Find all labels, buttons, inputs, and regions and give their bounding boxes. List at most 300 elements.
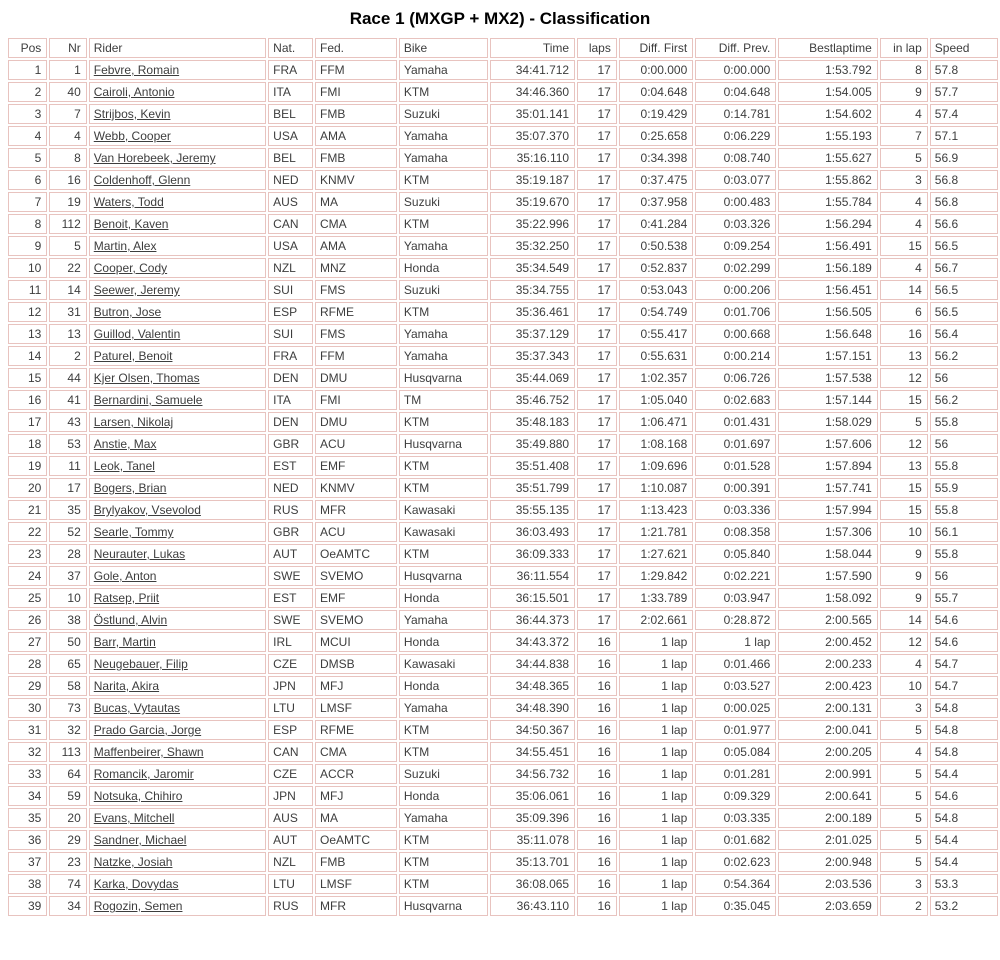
rider-link[interactable]: Narita, Akira bbox=[93, 679, 160, 693]
rider-link[interactable]: Searle, Tommy bbox=[93, 525, 174, 539]
cell-laps: 17 bbox=[577, 434, 617, 454]
cell-time: 35:51.408 bbox=[490, 456, 575, 476]
cell-bestlaptime: 1:56.491 bbox=[778, 236, 878, 256]
cell-fed: ACU bbox=[315, 434, 397, 454]
cell-diff_prev: 0:06.726 bbox=[695, 368, 776, 388]
cell-time: 34:55.451 bbox=[490, 742, 575, 762]
cell-time: 35:46.752 bbox=[490, 390, 575, 410]
rider-link[interactable]: Cooper, Cody bbox=[93, 261, 168, 275]
cell-speed: 55.9 bbox=[930, 478, 998, 498]
cell-laps: 17 bbox=[577, 368, 617, 388]
cell-rider bbox=[89, 852, 266, 872]
cell-diff_first: 1:02.357 bbox=[619, 368, 693, 388]
cell-laps: 17 bbox=[577, 588, 617, 608]
cell-nr: 29 bbox=[49, 830, 86, 850]
cell-bike: Honda bbox=[399, 258, 488, 278]
cell-time: 35:34.549 bbox=[490, 258, 575, 278]
cell-bike: Husqvarna bbox=[399, 566, 488, 586]
cell-bestlaptime: 1:58.044 bbox=[778, 544, 878, 564]
cell-time: 35:19.187 bbox=[490, 170, 575, 190]
cell-laps: 17 bbox=[577, 258, 617, 278]
cell-diff_first: 1 lap bbox=[619, 720, 693, 740]
cell-in_lap: 10 bbox=[880, 522, 928, 542]
cell-nat: ITA bbox=[268, 390, 313, 410]
cell-in_lap: 6 bbox=[880, 302, 928, 322]
cell-diff_prev: 0:00.214 bbox=[695, 346, 776, 366]
cell-nr: 10 bbox=[49, 588, 86, 608]
table-row bbox=[8, 654, 998, 674]
cell-laps: 17 bbox=[577, 60, 617, 80]
table-row bbox=[8, 852, 998, 872]
cell-time: 35:09.396 bbox=[490, 808, 575, 828]
cell-diff_first: 0:37.958 bbox=[619, 192, 693, 212]
cell-rider bbox=[89, 764, 266, 784]
rider-link[interactable]: Martin, Alex bbox=[93, 239, 157, 253]
cell-diff_first: 0:25.658 bbox=[619, 126, 693, 146]
cell-in_lap: 9 bbox=[880, 82, 928, 102]
cell-speed: 53.2 bbox=[930, 896, 998, 916]
cell-bestlaptime: 1:55.862 bbox=[778, 170, 878, 190]
cell-diff_first: 0:34.398 bbox=[619, 148, 693, 168]
cell-in_lap: 16 bbox=[880, 324, 928, 344]
cell-speed: 57.1 bbox=[930, 126, 998, 146]
cell-bike: Suzuki bbox=[399, 280, 488, 300]
rider-link[interactable]: Guillod, Valentin bbox=[93, 327, 181, 341]
cell-nr: 59 bbox=[49, 786, 86, 806]
cell-speed: 56.9 bbox=[930, 148, 998, 168]
cell-nr: 35 bbox=[49, 500, 86, 520]
cell-bike: TM bbox=[399, 390, 488, 410]
cell-fed: MA bbox=[315, 808, 397, 828]
cell-bike: Yamaha bbox=[399, 610, 488, 630]
cell-laps: 16 bbox=[577, 764, 617, 784]
cell-in_lap: 5 bbox=[880, 148, 928, 168]
rider-link[interactable]: Evans, Mitchell bbox=[93, 811, 175, 825]
rider-link[interactable]: Van Horebeek, Jeremy bbox=[93, 151, 216, 165]
cell-nat: FRA bbox=[268, 60, 313, 80]
cell-time: 36:03.493 bbox=[490, 522, 575, 542]
cell-rider bbox=[89, 82, 266, 102]
rider-link[interactable]: Anstie, Max bbox=[93, 437, 157, 451]
rider-link[interactable]: Webb, Cooper bbox=[93, 129, 171, 143]
cell-time: 35:07.370 bbox=[490, 126, 575, 146]
cell-bestlaptime: 1:58.092 bbox=[778, 588, 878, 608]
cell-nr: 13 bbox=[49, 324, 86, 344]
table-row bbox=[8, 280, 998, 300]
rider-link[interactable]: Paturel, Benoit bbox=[93, 349, 173, 363]
rider-link[interactable]: Coldenhoff, Glenn bbox=[93, 173, 191, 187]
header-diff_prev: Diff. Prev. bbox=[695, 38, 776, 58]
rider-link[interactable]: Bogers, Brian bbox=[93, 481, 167, 495]
cell-in_lap: 15 bbox=[880, 390, 928, 410]
cell-fed: MFR bbox=[315, 500, 397, 520]
cell-bestlaptime: 1:57.306 bbox=[778, 522, 878, 542]
cell-speed: 54.4 bbox=[930, 830, 998, 850]
cell-laps: 17 bbox=[577, 456, 617, 476]
cell-rider bbox=[89, 324, 266, 344]
cell-laps: 16 bbox=[577, 720, 617, 740]
rider-link[interactable]: Waters, Todd bbox=[93, 195, 164, 209]
cell-bestlaptime: 1:56.451 bbox=[778, 280, 878, 300]
cell-pos: 35 bbox=[8, 808, 47, 828]
cell-rider bbox=[89, 236, 266, 256]
cell-in_lap: 5 bbox=[880, 852, 928, 872]
cell-rider bbox=[89, 280, 266, 300]
cell-bestlaptime: 1:57.606 bbox=[778, 434, 878, 454]
cell-in_lap: 9 bbox=[880, 588, 928, 608]
cell-laps: 16 bbox=[577, 896, 617, 916]
cell-rider bbox=[89, 720, 266, 740]
rider-link[interactable]: Febvre, Romain bbox=[93, 63, 180, 77]
cell-nr: 2 bbox=[49, 346, 86, 366]
cell-diff_first: 1 lap bbox=[619, 698, 693, 718]
cell-laps: 17 bbox=[577, 324, 617, 344]
cell-bike: Yamaha bbox=[399, 60, 488, 80]
table-row bbox=[8, 456, 998, 476]
cell-nr: 19 bbox=[49, 192, 86, 212]
table-row bbox=[8, 874, 998, 894]
cell-bestlaptime: 1:57.994 bbox=[778, 500, 878, 520]
rider-link[interactable]: Strijbos, Kevin bbox=[93, 107, 171, 121]
cell-bestlaptime: 2:00.948 bbox=[778, 852, 878, 872]
cell-rider bbox=[89, 808, 266, 828]
cell-bike: Kawasaki bbox=[399, 522, 488, 542]
cell-diff_first: 1:29.842 bbox=[619, 566, 693, 586]
cell-bestlaptime: 2:00.131 bbox=[778, 698, 878, 718]
cell-nat: CZE bbox=[268, 764, 313, 784]
rider-link[interactable]: Kjer Olsen, Thomas bbox=[93, 371, 200, 385]
cell-fed: DMSB bbox=[315, 654, 397, 674]
table-row bbox=[8, 60, 998, 80]
cell-nat: USA bbox=[268, 126, 313, 146]
cell-diff_first: 0:41.284 bbox=[619, 214, 693, 234]
cell-fed: AMA bbox=[315, 236, 397, 256]
cell-rider bbox=[89, 192, 266, 212]
cell-nat: DEN bbox=[268, 368, 313, 388]
cell-bestlaptime: 2:03.536 bbox=[778, 874, 878, 894]
header-diff_first: Diff. First bbox=[619, 38, 693, 58]
rider-link[interactable]: Seewer, Jeremy bbox=[93, 283, 180, 297]
rider-link[interactable]: Sandner, Michael bbox=[93, 833, 187, 847]
rider-link[interactable]: Karka, Dovydas bbox=[93, 877, 179, 891]
cell-pos: 19 bbox=[8, 456, 47, 476]
cell-in_lap: 5 bbox=[880, 720, 928, 740]
rider-link[interactable]: Larsen, Nikolaj bbox=[93, 415, 174, 429]
cell-diff_prev: 0:02.683 bbox=[695, 390, 776, 410]
cell-rider bbox=[89, 632, 266, 652]
cell-nat: RUS bbox=[268, 500, 313, 520]
cell-diff_prev: 0:03.527 bbox=[695, 676, 776, 696]
rider-link[interactable]: Natzke, Josiah bbox=[93, 855, 173, 869]
cell-nat: JPN bbox=[268, 786, 313, 806]
cell-laps: 17 bbox=[577, 302, 617, 322]
cell-fed: FMI bbox=[315, 390, 397, 410]
cell-nr: 43 bbox=[49, 412, 86, 432]
rider-link[interactable]: Romancik, Jaromir bbox=[93, 767, 194, 781]
cell-time: 35:49.880 bbox=[490, 434, 575, 454]
cell-time: 35:22.996 bbox=[490, 214, 575, 234]
cell-time: 36:11.554 bbox=[490, 566, 575, 586]
cell-fed: FFM bbox=[315, 346, 397, 366]
cell-laps: 17 bbox=[577, 566, 617, 586]
cell-bike: Yamaha bbox=[399, 698, 488, 718]
cell-speed: 56 bbox=[930, 434, 998, 454]
cell-in_lap: 5 bbox=[880, 786, 928, 806]
cell-in_lap: 4 bbox=[880, 654, 928, 674]
cell-in_lap: 5 bbox=[880, 412, 928, 432]
rider-link[interactable]: Barr, Martin bbox=[93, 635, 156, 649]
table-row bbox=[8, 104, 998, 124]
cell-nat: CAN bbox=[268, 742, 313, 762]
cell-bike: Husqvarna bbox=[399, 434, 488, 454]
cell-speed: 56.2 bbox=[930, 390, 998, 410]
cell-speed: 56.7 bbox=[930, 258, 998, 278]
rider-link[interactable]: Leok, Tanel bbox=[93, 459, 155, 473]
cell-pos: 1 bbox=[8, 60, 47, 80]
rider-link[interactable]: Neugebauer, Filip bbox=[93, 657, 188, 671]
cell-nat: AUT bbox=[268, 544, 313, 564]
cell-nat: BEL bbox=[268, 148, 313, 168]
rider-link[interactable]: Neurauter, Lukas bbox=[93, 547, 186, 561]
cell-nat: GBR bbox=[268, 522, 313, 542]
cell-diff_prev: 0:00.206 bbox=[695, 280, 776, 300]
cell-bestlaptime: 1:55.627 bbox=[778, 148, 878, 168]
cell-fed: FFM bbox=[315, 60, 397, 80]
cell-pos: 37 bbox=[8, 852, 47, 872]
cell-in_lap: 13 bbox=[880, 346, 928, 366]
rider-link[interactable]: Bucas, Vytautas bbox=[93, 701, 181, 715]
cell-laps: 17 bbox=[577, 544, 617, 564]
cell-in_lap: 3 bbox=[880, 698, 928, 718]
cell-rider bbox=[89, 588, 266, 608]
cell-fed: ACU bbox=[315, 522, 397, 542]
cell-speed: 54.6 bbox=[930, 786, 998, 806]
cell-nat: USA bbox=[268, 236, 313, 256]
cell-laps: 17 bbox=[577, 610, 617, 630]
cell-bike: KTM bbox=[399, 852, 488, 872]
rider-link[interactable]: Benoit, Kaven bbox=[93, 217, 169, 231]
cell-diff_first: 1:10.087 bbox=[619, 478, 693, 498]
cell-pos: 33 bbox=[8, 764, 47, 784]
rider-link[interactable]: Cairoli, Antonio bbox=[93, 85, 175, 99]
cell-nr: 8 bbox=[49, 148, 86, 168]
cell-nr: 31 bbox=[49, 302, 86, 322]
cell-in_lap: 15 bbox=[880, 500, 928, 520]
cell-time: 36:44.373 bbox=[490, 610, 575, 630]
table-row bbox=[8, 610, 998, 630]
cell-bike: KTM bbox=[399, 456, 488, 476]
cell-bike: Husqvarna bbox=[399, 896, 488, 916]
cell-speed: 53.3 bbox=[930, 874, 998, 894]
cell-nr: 53 bbox=[49, 434, 86, 454]
cell-nat: JPN bbox=[268, 676, 313, 696]
cell-time: 35:06.061 bbox=[490, 786, 575, 806]
cell-nat: ITA bbox=[268, 82, 313, 102]
cell-bestlaptime: 1:57.151 bbox=[778, 346, 878, 366]
rider-link[interactable]: Bernardini, Samuele bbox=[93, 393, 203, 407]
cell-rider bbox=[89, 544, 266, 564]
header-rider: Rider bbox=[89, 38, 266, 58]
header-nat: Nat. bbox=[268, 38, 313, 58]
cell-bestlaptime: 1:57.144 bbox=[778, 390, 878, 410]
cell-laps: 17 bbox=[577, 346, 617, 366]
cell-nat: BEL bbox=[268, 104, 313, 124]
cell-nr: 22 bbox=[49, 258, 86, 278]
rider-link[interactable]: Brylyakov, Vsevolod bbox=[93, 503, 201, 517]
cell-rider bbox=[89, 456, 266, 476]
cell-diff_prev: 0:00.000 bbox=[695, 60, 776, 80]
cell-diff_first: 1 lap bbox=[619, 874, 693, 894]
cell-in_lap: 2 bbox=[880, 896, 928, 916]
cell-nr: 73 bbox=[49, 698, 86, 718]
cell-pos: 8 bbox=[8, 214, 47, 234]
cell-nr: 113 bbox=[49, 742, 86, 762]
cell-bestlaptime: 1:56.648 bbox=[778, 324, 878, 344]
cell-nat: IRL bbox=[268, 632, 313, 652]
cell-pos: 24 bbox=[8, 566, 47, 586]
rider-link[interactable]: Gole, Anton bbox=[93, 569, 157, 583]
cell-in_lap: 3 bbox=[880, 170, 928, 190]
cell-diff_prev: 0:01.697 bbox=[695, 434, 776, 454]
cell-nat: ESP bbox=[268, 720, 313, 740]
rider-link[interactable]: Ratsep, Priit bbox=[93, 591, 160, 605]
cell-in_lap: 5 bbox=[880, 830, 928, 850]
cell-speed: 56.5 bbox=[930, 302, 998, 322]
cell-bike: Suzuki bbox=[399, 192, 488, 212]
cell-diff_first: 1:05.040 bbox=[619, 390, 693, 410]
cell-diff_prev: 0:05.084 bbox=[695, 742, 776, 762]
table-row bbox=[8, 808, 998, 828]
cell-bike: KTM bbox=[399, 302, 488, 322]
cell-diff_prev: 0:01.682 bbox=[695, 830, 776, 850]
cell-bestlaptime: 2:00.205 bbox=[778, 742, 878, 762]
cell-diff_prev: 0:03.947 bbox=[695, 588, 776, 608]
cell-fed: RFME bbox=[315, 720, 397, 740]
rider-link[interactable]: Östlund, Alvin bbox=[93, 613, 168, 627]
cell-laps: 17 bbox=[577, 390, 617, 410]
cell-bike: KTM bbox=[399, 544, 488, 564]
cell-bestlaptime: 1:55.193 bbox=[778, 126, 878, 146]
table-row bbox=[8, 324, 998, 344]
cell-rider bbox=[89, 390, 266, 410]
cell-bestlaptime: 2:00.991 bbox=[778, 764, 878, 784]
cell-pos: 20 bbox=[8, 478, 47, 498]
cell-diff_prev: 0:35.045 bbox=[695, 896, 776, 916]
cell-rider bbox=[89, 346, 266, 366]
cell-diff_first: 1 lap bbox=[619, 764, 693, 784]
cell-rider bbox=[89, 566, 266, 586]
header-bike: Bike bbox=[399, 38, 488, 58]
cell-nr: 64 bbox=[49, 764, 86, 784]
header-in_lap: in lap bbox=[880, 38, 928, 58]
cell-diff_prev: 1 lap bbox=[695, 632, 776, 652]
cell-in_lap: 12 bbox=[880, 434, 928, 454]
cell-time: 34:50.367 bbox=[490, 720, 575, 740]
rider-link[interactable]: Butron, Jose bbox=[93, 305, 162, 319]
cell-fed: MFR bbox=[315, 896, 397, 916]
page-title: Race 1 (MXGP + MX2) - Classification bbox=[349, 9, 651, 28]
cell-time: 35:16.110 bbox=[490, 148, 575, 168]
cell-bike: Honda bbox=[399, 786, 488, 806]
cell-pos: 22 bbox=[8, 522, 47, 542]
cell-diff_first: 1 lap bbox=[619, 830, 693, 850]
cell-nr: 20 bbox=[49, 808, 86, 828]
cell-pos: 21 bbox=[8, 500, 47, 520]
cell-bestlaptime: 2:00.452 bbox=[778, 632, 878, 652]
cell-laps: 17 bbox=[577, 412, 617, 432]
cell-time: 35:13.701 bbox=[490, 852, 575, 872]
cell-time: 34:43.372 bbox=[490, 632, 575, 652]
cell-rider bbox=[89, 500, 266, 520]
table-row bbox=[8, 192, 998, 212]
cell-time: 35:37.343 bbox=[490, 346, 575, 366]
cell-rider bbox=[89, 786, 266, 806]
cell-diff_prev: 0:28.872 bbox=[695, 610, 776, 630]
cell-rider bbox=[89, 60, 266, 80]
cell-diff_first: 1:33.789 bbox=[619, 588, 693, 608]
cell-laps: 16 bbox=[577, 742, 617, 762]
table-row bbox=[8, 742, 998, 762]
cell-pos: 36 bbox=[8, 830, 47, 850]
cell-laps: 17 bbox=[577, 522, 617, 542]
cell-rider bbox=[89, 742, 266, 762]
cell-diff_prev: 0:03.077 bbox=[695, 170, 776, 190]
cell-fed: RFME bbox=[315, 302, 397, 322]
cell-in_lap: 9 bbox=[880, 544, 928, 564]
table-row bbox=[8, 148, 998, 168]
cell-diff_first: 1:09.696 bbox=[619, 456, 693, 476]
table-row bbox=[8, 170, 998, 190]
cell-diff_prev: 0:03.336 bbox=[695, 500, 776, 520]
cell-nr: 65 bbox=[49, 654, 86, 674]
cell-diff_first: 1 lap bbox=[619, 742, 693, 762]
cell-fed: LMSF bbox=[315, 698, 397, 718]
rider-link[interactable]: Maffenbeirer, Shawn bbox=[93, 745, 204, 759]
cell-nr: 52 bbox=[49, 522, 86, 542]
rider-link[interactable]: Prado Garcia, Jorge bbox=[93, 723, 202, 737]
cell-speed: 56.6 bbox=[930, 214, 998, 234]
cell-nr: 5 bbox=[49, 236, 86, 256]
cell-pos: 26 bbox=[8, 610, 47, 630]
cell-rider bbox=[89, 412, 266, 432]
cell-pos: 15 bbox=[8, 368, 47, 388]
cell-laps: 17 bbox=[577, 214, 617, 234]
cell-in_lap: 15 bbox=[880, 236, 928, 256]
cell-pos: 23 bbox=[8, 544, 47, 564]
cell-bike: KTM bbox=[399, 82, 488, 102]
rider-link[interactable]: Rogozin, Semen bbox=[93, 899, 183, 913]
table-header-row bbox=[8, 38, 998, 58]
cell-diff_first: 1 lap bbox=[619, 896, 693, 916]
cell-bestlaptime: 2:03.659 bbox=[778, 896, 878, 916]
cell-diff_first: 0:53.043 bbox=[619, 280, 693, 300]
cell-rider bbox=[89, 676, 266, 696]
cell-diff_first: 0:19.429 bbox=[619, 104, 693, 124]
cell-laps: 17 bbox=[577, 478, 617, 498]
cell-nr: 16 bbox=[49, 170, 86, 190]
cell-fed: FMI bbox=[315, 82, 397, 102]
cell-nat: RUS bbox=[268, 896, 313, 916]
cell-pos: 12 bbox=[8, 302, 47, 322]
rider-link[interactable]: Notsuka, Chihiro bbox=[93, 789, 183, 803]
header-nr: Nr bbox=[49, 38, 86, 58]
cell-bike: Suzuki bbox=[399, 104, 488, 124]
table-row bbox=[8, 830, 998, 850]
cell-laps: 17 bbox=[577, 170, 617, 190]
cell-bike: Yamaha bbox=[399, 346, 488, 366]
cell-time: 34:44.838 bbox=[490, 654, 575, 674]
cell-rider bbox=[89, 896, 266, 916]
